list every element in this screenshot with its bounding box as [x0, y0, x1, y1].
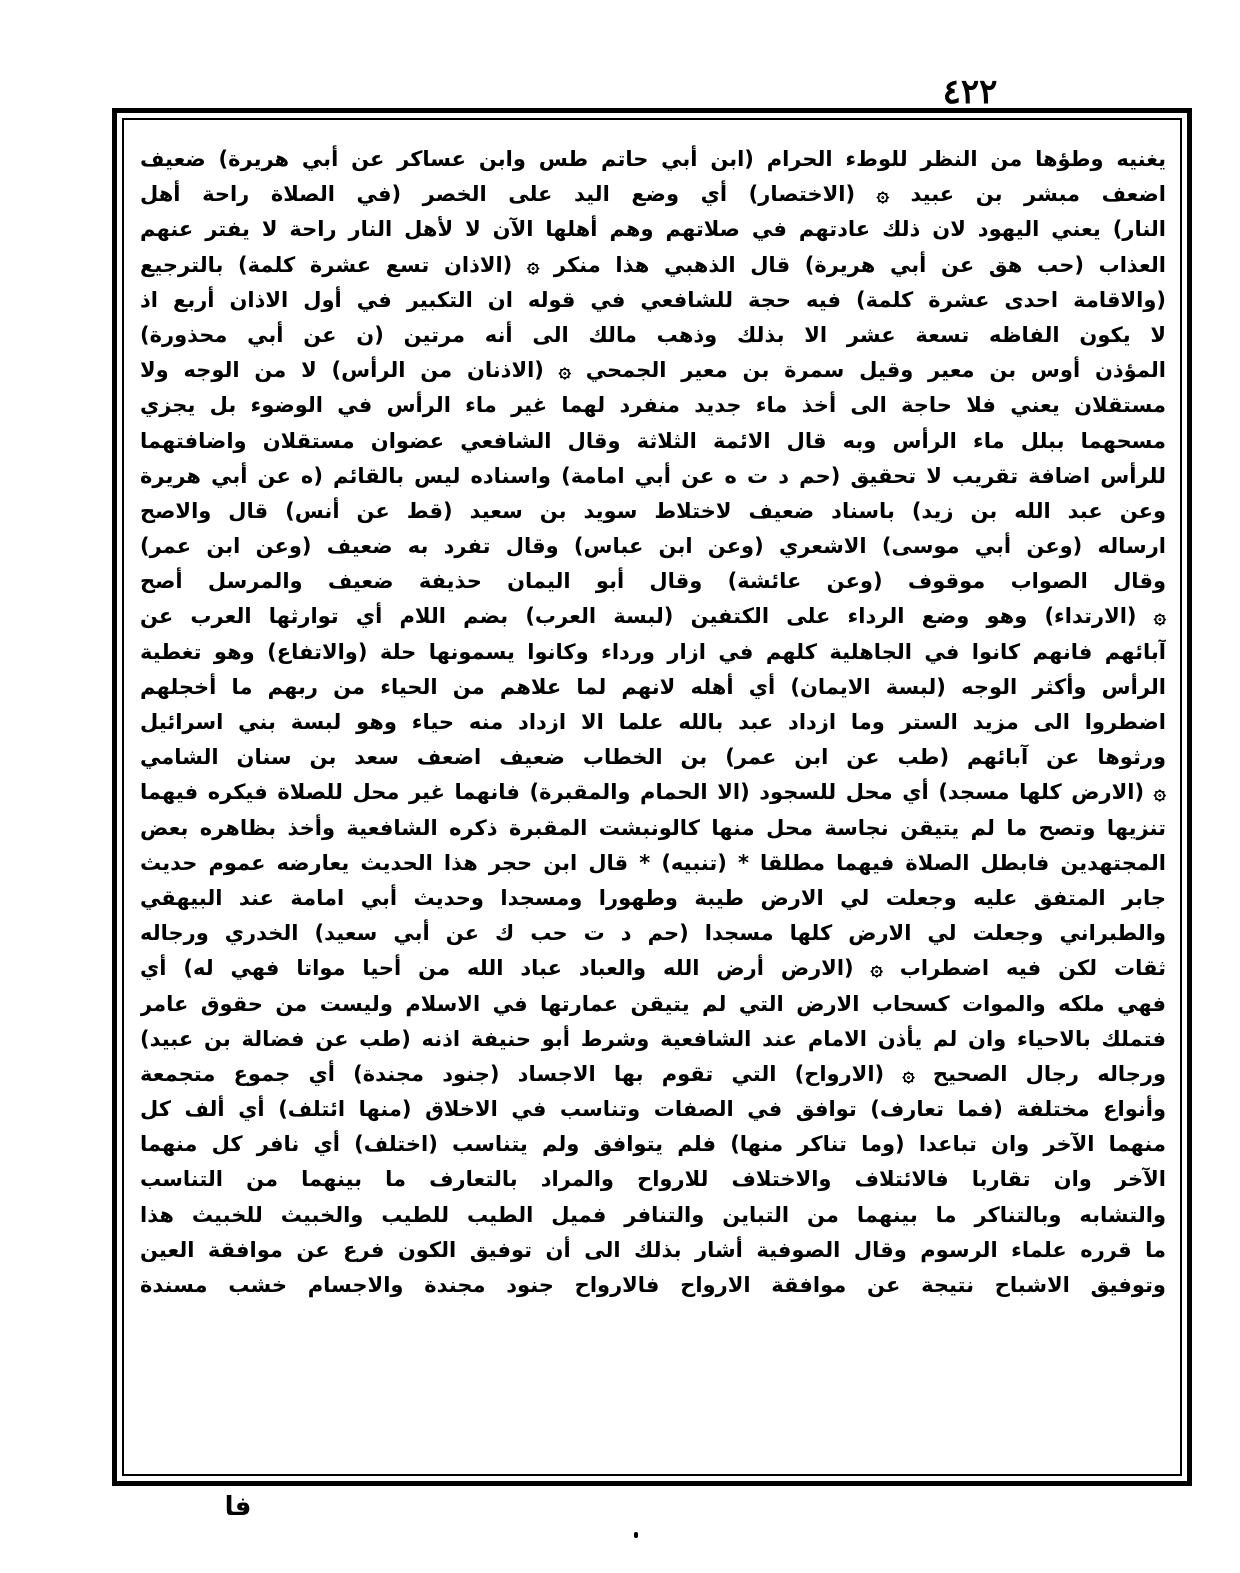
text-line: ارساله (وعن أبي موسى) الاشعري (وعن ابن عباس) وقال تفرد به ضعيف (وعن ابن عمر)	[140, 534, 1166, 559]
text-line: وتوفيق الاشباح نتيجة عن موافقة الارواح فالارواح جنود مجندة والاجسام خشب مسندة	[140, 1273, 1166, 1297]
text-line: فهي ملكه والموات كسحاب الارض التي لم يتيقن عمارتها في الاسلام وليست من حقوق عامر	[140, 991, 1166, 1016]
text-line: فتملك بالاحياء وان لم يأذن الامام عند الشافعية وشرط أبو حنيفة اذنه (طب عن فضالة بن عبيد)	[140, 1026, 1166, 1051]
text-block	[140, 142, 1166, 1462]
text-line: ثقات لكن فيه اضطراب ۞ (الارض أرض الله والعباد عباد الله من أحيا مواتا فهي له) أي	[140, 956, 1166, 981]
text-line: اضطروا الى مزيد الستر وما ازداد عبد بالله علما الا ازداد منه حياء وهو لبسة بني اسرائيل	[140, 710, 1166, 734]
text-line: آبائهم فانهم كانوا في الجاهلية كلهم في ازار ورداء وكانوا يسمونها حلة (والاتفاع) وهو تغطية	[140, 639, 1166, 664]
text-line: النار) يعني اليهود لان ذلك عادتهم في صلاتهم وهم أهلها الآن لا لأهل النار راحة لا يفتر عنهم	[140, 217, 1166, 242]
text-line: للرأس اضافة تقريب لا تحقيق (حم د ت ه عن أبي امامة) واسناده ليس بالقائم (ه عن أبي هريرة	[140, 463, 1166, 488]
text-line: وأنواع مختلفة (فما تعارف) توافق في الصفات وتناسب في الاخلاق (منها ائتلف) أي ألف كل	[140, 1097, 1166, 1122]
text-line: جابر المتفق عليه وجعلت لي الارض طيبة وطهورا ومسجدا وحديث أبي امامة عند البيهقي	[140, 885, 1166, 910]
page-number: ٤٢٢	[942, 72, 998, 112]
text-line: مسحهما ببلل ماء الرأس وبه قال الائمة الثلاثة وقال الشافعي عضوان مستقلان واضافتهما	[140, 428, 1166, 453]
text-line: ۞ (الارتداء) وهو وضع الرداء على الكتفين (لبسة العرب) بضم اللام أي توارثها العرب عن	[140, 604, 1166, 629]
text-line: لا يكون الفاظه تسعة عشر الا بذلك وذهب مالك الى أنه مرتين (ن عن أبي محذورة)	[140, 322, 1166, 347]
text-line: وعن عبد الله بن زيد) باسناد ضعيف لاختلاط سويد بن سعيد (قط عن أنس) قال والاصح	[140, 498, 1166, 523]
text-line: والتشابه وبالتناكر ما بينهما من التباين والتنافر فميل الطيب للطيب والخبيث للخبيث هذا	[140, 1202, 1166, 1227]
text-line: (والاقامة احدى عشرة كلمة) فيه حجة للشافعي في قوله ان التكبير في أول الاذان أربع اذ	[140, 287, 1166, 312]
text-line: وقال الصواب موقوف (وعن عائشة) وقال أبو اليمان حذيفة ضعيف والمرسل أصح	[140, 569, 1166, 594]
text-line: منهما الآخر وان تباعدا (وما تناكر منها) فلم يتوافق ولم يتناسب (اختلف) أي نافر كل منهما	[140, 1132, 1166, 1157]
text-line: والطبراني وجعلت لي الارض كلها مسجدا (حم د ت حب ك عن أبي سعيد) الخدري ورجاله	[140, 921, 1166, 946]
text-line: تنزيها وتصح ما لم يتيقن نجاسة محل منها كالونبشت المقبرة ذكره الشافعية وأخذ بظاهره بعض	[140, 815, 1166, 840]
text-line: ورجاله رجال الصحيح ۞ (الارواح) التي تقوم بها الاجساد (جنود مجندة) أي جموع متجمعة	[140, 1061, 1166, 1086]
text-line: الآخر وان تقاربا فالائتلاف والاختلاف للارواح والمراد بالتعارف ما بينهما من التناسب	[140, 1167, 1166, 1192]
text-line: العذاب (حب هق عن أبي هريرة) قال الذهبي هذا منكر ۞ (الاذان تسع عشرة كلمة) بالترجيع	[140, 252, 1166, 277]
text-line: اضعف مبشر بن عبيد ۞ (الاختصار) أي وضع اليد على الخصر (في الصلاة راحة أهل	[140, 182, 1166, 207]
text-line: المؤذن أوس بن معير وقيل سمرة بن معير الجمحي ۞ (الاذنان من الرأس) لا من الوجه ولا	[140, 358, 1166, 383]
text-line: يغنيه وطؤها من النظر للوطء الحرام (ابن أبي حاتم طس وابن عساكر عن أبي هريرة) ضعيف	[140, 147, 1166, 171]
text-line: ۞ (الارض كلها مسجد) أي محل للسجود (الا الحمام والمقبرة) فانهما غير محل للصلاة فيكره فيهما	[140, 780, 1166, 805]
text-line: ورثوها عن آبائهم (طب عن ابن عمر) بن الخطاب ضعيف اضعف سعد بن سنان الشامي	[140, 745, 1166, 770]
text-line: المجتهدين فابطل الصلاة فيهما مطلقا * (تنبيه) * قال ابن حجر هذا الحديث يعارضه عموم حديث	[140, 850, 1166, 875]
ink-dot	[634, 1532, 638, 1538]
text-line: ما قرره علماء الرسوم وقال الصوفية أشار بذلك الى أن توفيق الكون فرع عن موافقة العين	[140, 1237, 1166, 1262]
footer-mark: فا	[224, 1492, 252, 1522]
text-line: مستقلان يعني فلا حاجة الى أخذ ماء جديد منفرد لهما غير ماء الرأس في الوضوء بل يجزي	[140, 393, 1166, 418]
text-line: الرأس وأكثر الوجه (لبسة الايمان) أي أهله لانهم لما علاهم من الحياء من ربهم ما أخجلهم	[140, 674, 1166, 699]
